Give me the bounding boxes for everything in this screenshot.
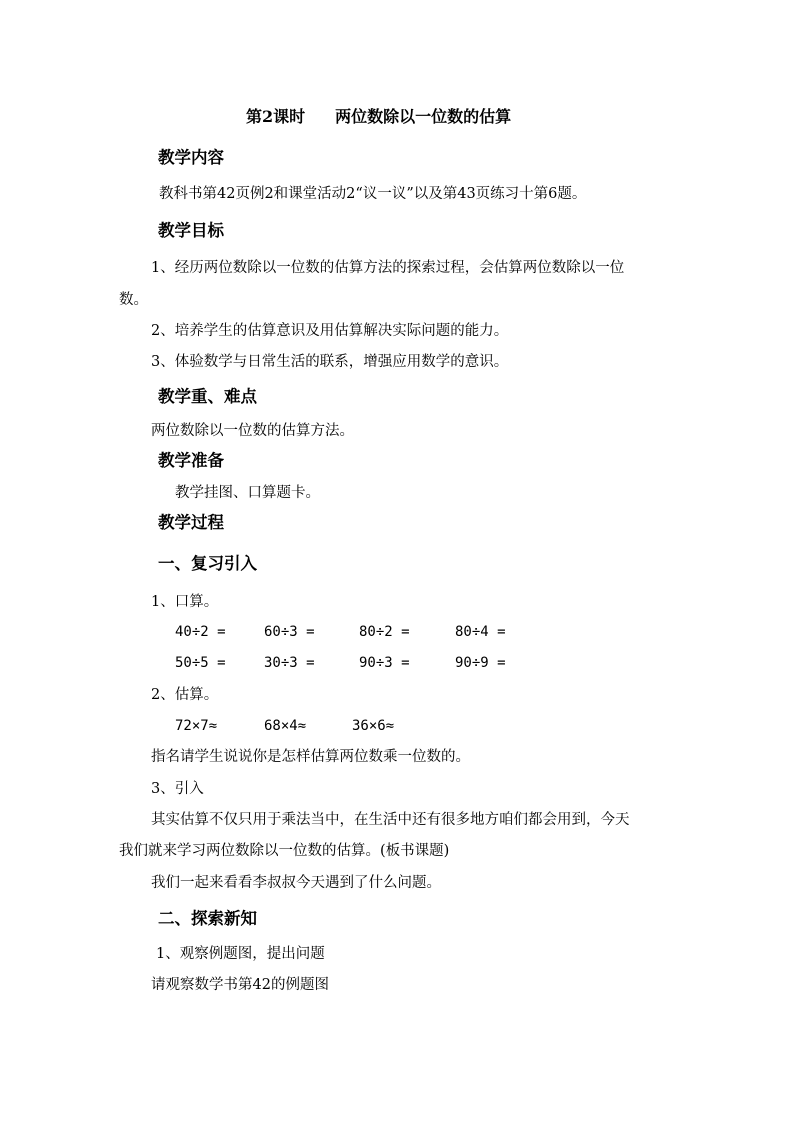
oral-calc-item: 80÷2 = bbox=[359, 624, 410, 640]
heading-preparation: 教学准备 bbox=[158, 451, 224, 470]
estimate-item: 72×7≈ bbox=[175, 718, 218, 734]
heading-teaching-goals: 教学目标 bbox=[158, 221, 224, 240]
key-points-text: 两位数除以一位数的估算方法。 bbox=[151, 423, 354, 439]
estimate-item: 68×4≈ bbox=[264, 718, 307, 734]
oral-calc-item: 90÷9 = bbox=[455, 655, 506, 671]
teaching-content-text: 教科书第42页例2和课堂活动2“议一议”以及第43页练习十第6题。 bbox=[159, 186, 587, 202]
heading-teaching-process: 教学过程 bbox=[158, 513, 224, 532]
intro-text-line-3: 我们一起来看看李叔叔今天遇到了什么问题。 bbox=[151, 875, 441, 891]
oral-calc-item: 30÷3 = bbox=[264, 655, 315, 671]
preparation-text: 教学挂图、口算题卡。 bbox=[175, 485, 320, 501]
oral-calc-item: 40÷2 = bbox=[175, 624, 226, 640]
heading-teaching-content: 教学内容 bbox=[158, 148, 224, 167]
lesson-title bbox=[246, 107, 511, 127]
observe-text: 请观察数学书第42的例题图 bbox=[151, 977, 329, 993]
goal-2: 2、培养学生的估算意识及用估算解决实际问题的能力。 bbox=[151, 323, 509, 339]
goal-1-line-1: 1、经历两位数除以一位数的估算方法的探索过程，会估算两位数除以一位 bbox=[151, 260, 625, 276]
intro-text-line-1: 其实估算不仅只用于乘法当中，在生活中还有很多地方咱们都会用到，今天 bbox=[151, 812, 630, 828]
oral-calc-item: 80÷4 = bbox=[455, 624, 506, 640]
ask-students-text: 指名请学生说说你是怎样估算两位数乘一位数的。 bbox=[151, 749, 470, 765]
oral-calc-item: 50÷5 = bbox=[175, 655, 226, 671]
part-2-heading: 二、探索新知 bbox=[158, 909, 257, 928]
oral-calc-label: 1、口算。 bbox=[151, 594, 219, 610]
lesson-topic: 两位数除以一位数的估算 bbox=[335, 107, 512, 126]
oral-calc-item: 60÷3 = bbox=[264, 624, 315, 640]
intro-label: 3、引入 bbox=[151, 781, 204, 797]
estimate-item: 36×6≈ bbox=[352, 718, 395, 734]
estimate-label: 2、估算。 bbox=[151, 687, 219, 703]
goal-3: 3、体验数学与日常生活的联系，增强应用数学的意识。 bbox=[151, 354, 509, 370]
lesson-number: 第2课时 bbox=[246, 107, 306, 126]
intro-text-line-2: 我们就来学习两位数除以一位数的估算。(板书课题) bbox=[119, 843, 450, 859]
goal-1-line-2: 数。 bbox=[119, 292, 148, 308]
heading-key-points: 教学重、难点 bbox=[158, 387, 257, 406]
observe-label: 1、观察例题图，提出问题 bbox=[156, 946, 325, 962]
oral-calc-item: 90÷3 = bbox=[359, 655, 410, 671]
part-1-heading: 一、复习引入 bbox=[158, 554, 257, 573]
